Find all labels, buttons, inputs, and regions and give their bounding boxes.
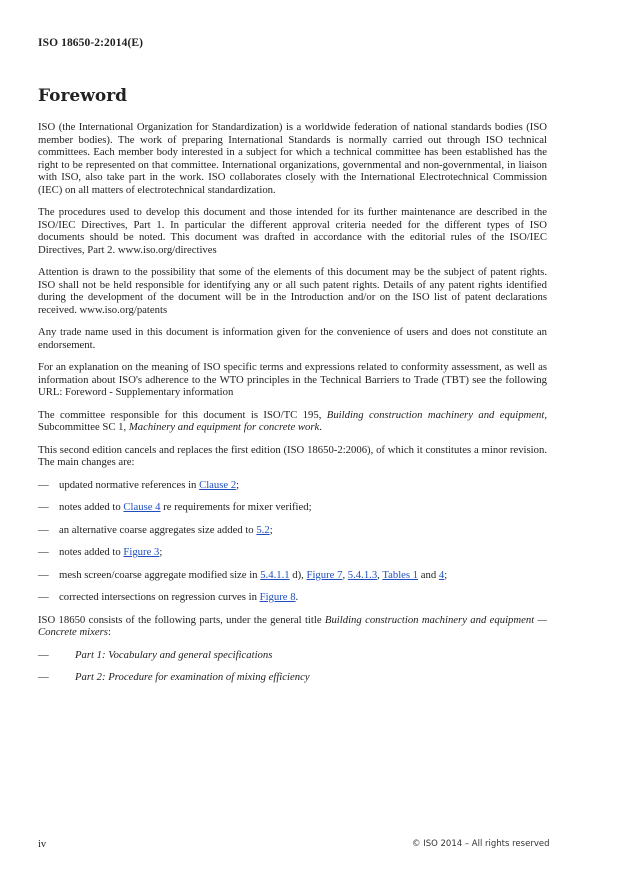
- change-item: [38, 569, 547, 582]
- change-text: corrected intersections on regression curves in: [59, 591, 260, 603]
- change-sep: ,: [342, 568, 348, 581]
- copyright-notice: © ISO 2014 – All rights reserved: [412, 839, 550, 849]
- change-text: notes added to: [59, 546, 124, 558]
- subcommittee-name: Machinery and equipment for concrete work: [128, 421, 320, 433]
- document-id-header: ISO 18650-2:2014(E): [38, 37, 144, 49]
- page-title: Foreword: [38, 86, 128, 106]
- link-5-2[interactable]: 5.2: [256, 523, 270, 536]
- list-dash: —: [38, 523, 49, 536]
- list-dash: —: [38, 501, 49, 513]
- link-5-4-1-3[interactable]: 5.4.1.3: [347, 568, 378, 581]
- general-title: Building construction machinery and equipment — Concrete mixers: [38, 613, 548, 638]
- change-end: ;: [444, 568, 448, 581]
- change-sep: and: [418, 568, 439, 581]
- list-dash: —: [38, 671, 49, 683]
- list-dash: —: [38, 591, 49, 603]
- change-sep: d),: [289, 568, 307, 581]
- parts-intro: ISO 18650 consists of the following parts, under the general title: [38, 613, 325, 626]
- foreword-body: [38, 121, 547, 694]
- part-2-title: Part 2: Procedure for examination of mixing efficiency: [75, 671, 310, 683]
- list-dash: —: [38, 546, 49, 558]
- link-figure-3[interactable]: Figure 3: [123, 546, 160, 558]
- part-1-title: Part 1: Vocabulary and general specifications: [75, 648, 273, 661]
- change-end: re requirements for mixer verified;: [160, 501, 312, 513]
- change-item: [38, 479, 547, 492]
- change-text: updated normative references in: [59, 478, 200, 491]
- change-text: notes added to: [59, 501, 124, 513]
- list-dash: —: [38, 568, 49, 581]
- paragraph-edition: This second edition cancels and replaces the first edition (ISO 18650-2:2006), of which it constitutes a minor revision. The main changes are:: [38, 443, 547, 468]
- paragraph-iso-intro: ISO (the International Organization for Standardization) is a worldwide federation of national standards bodies (ISO member bodies). The work of preparing International Standards is normally carried out through ISO technical committees. Each member body interested in a subject for which a technical committee has been established has the right to be represented on that committee. International organizations, governmental and non-governmental, in liaison with ISO, also take part in the work. ISO collaborates closely with the International Electrotechnical Commission (IEC) on all matters of electrotechnical standardization.: [38, 121, 547, 196]
- list-dash: —: [38, 478, 49, 491]
- link-clause-4[interactable]: Clause 4: [123, 501, 161, 513]
- committee-name: Building construction machinery and equipment: [326, 408, 545, 421]
- page-number: iv: [38, 839, 47, 850]
- change-text: mesh screen/coarse aggregate modified size in: [59, 568, 261, 581]
- link-figure-7[interactable]: Figure 7: [306, 568, 343, 581]
- change-end: ;: [236, 478, 240, 491]
- change-end: ;: [269, 523, 273, 536]
- change-item: [38, 501, 547, 514]
- change-end: .: [295, 591, 299, 603]
- paragraph-committee: [38, 409, 547, 434]
- change-item: [38, 591, 547, 604]
- paragraph-conformity: For an explanation on the meaning of ISO specific terms and expressions related to conformity assessment, as well as information about ISO's adherence to the WTO principles in the Technical Barriers to Trade (TBT) see the following URL: Foreword - Supplementary information: [38, 361, 547, 398]
- committee-text-c: , Subcommittee SC 1,: [38, 408, 547, 433]
- link-figure-8[interactable]: Figure 8: [259, 591, 296, 603]
- committee-text-a: The committee responsible for this document is ISO/TC 195,: [38, 408, 327, 421]
- parts-colon: :: [107, 626, 111, 638]
- paragraph-procedures: The procedures used to develop this document and those intended for its further maintenance are described in the ISO/IEC Directives, Part 1. In particular the different approval criteria needed for the different types of ISO documents should be noted. This document was drafted in accordance with the editorial rules of the ISO/IEC Directives, Part 2. www.iso.org/directives: [38, 206, 547, 256]
- part-item: [38, 671, 547, 684]
- paragraph-parts: [38, 614, 547, 639]
- paragraph-trade-name: Any trade name used in this document is information given for the convenience of users and does not constitute an endorsement.: [38, 326, 547, 351]
- paragraph-patents: Attention is drawn to the possibility that some of the elements of this document may be the subject of patent rights. ISO shall not be held responsible for identifying any or all such patent rights. Details of any patent rights identified during the development of the document will be in the Introduction and/or on the ISO list of patent declarations received. www.iso.org/patents: [38, 266, 547, 316]
- change-sep: ,: [377, 568, 383, 581]
- change-item: [38, 524, 547, 537]
- part-item: [38, 649, 547, 662]
- committee-text-e: .: [319, 421, 322, 433]
- link-5-4-1-1[interactable]: 5.4.1.1: [260, 568, 290, 581]
- change-item: [38, 546, 547, 559]
- change-text: an alternative coarse aggregates size added to: [59, 523, 257, 536]
- change-end: ;: [159, 546, 163, 558]
- link-clause-2[interactable]: Clause 2: [199, 478, 237, 491]
- link-tables-1[interactable]: Tables 1: [382, 568, 419, 581]
- list-dash: —: [38, 648, 49, 661]
- link-table-4[interactable]: 4: [438, 568, 445, 581]
